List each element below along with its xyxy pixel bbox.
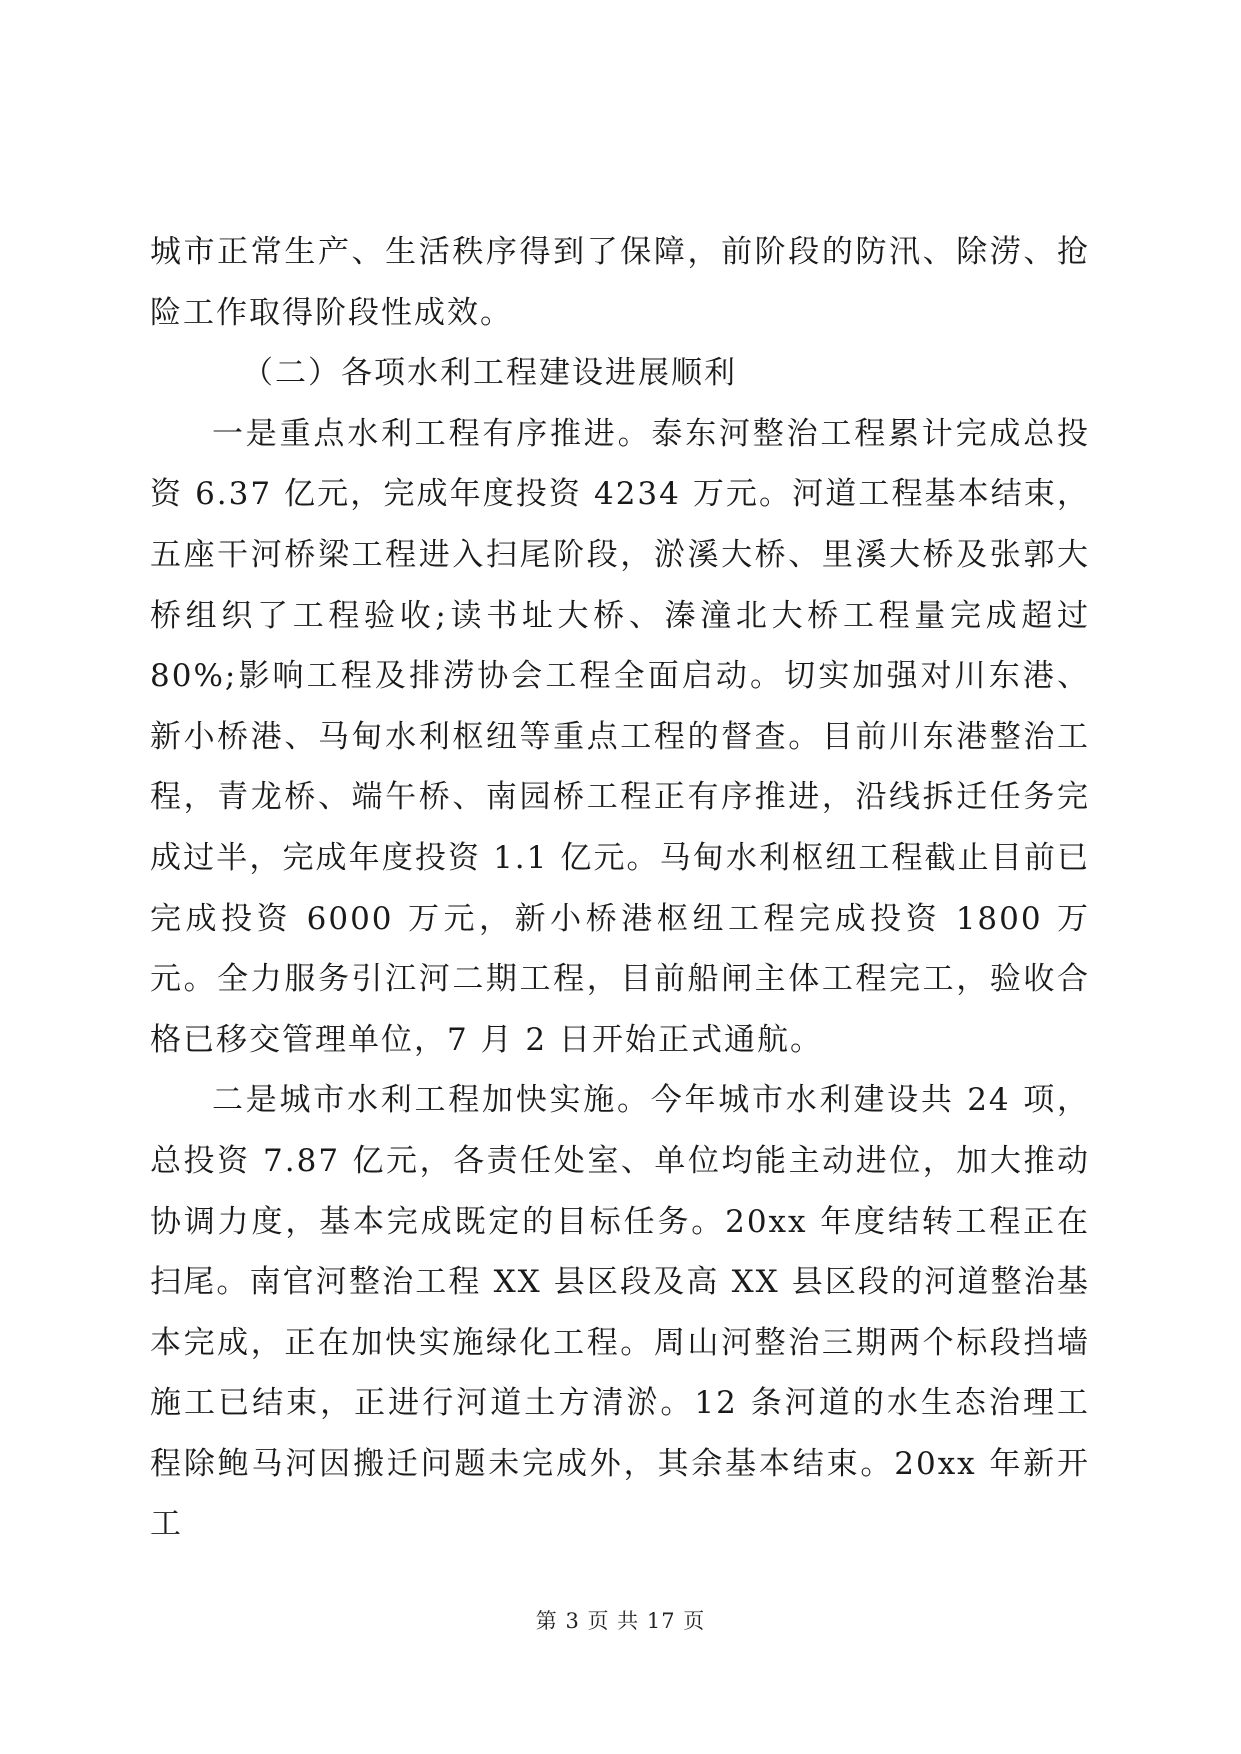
- document-body: [150, 222, 1090, 1555]
- section-heading: （二）各项水利工程建设进展顺利: [242, 355, 737, 392]
- paragraph-item-two: 二是城市水利工程加快实施。今年城市水利建设共 24 项，总投资 7.87 亿元，各责任处室、单位均能主动进位，加大推动协调力度，基本完成既定的目标任务。20xx 年度结转工程正在扫尾。南官河整治工程 XX 县区段及高 XX 县区段的河道整治基本完成，正在加快实施绿化工程。周山河整治三期两个标段挡墙施工已结束，正进行河道土方清淤。12 条河道的水生态治理工程除鲍马河因搬迁问题未完成外，其余基本结束。20xx 年新开工: [150, 1082, 1090, 1543]
- paragraph-continuation: 城市正常生产、生活秩序得到了保障，前阶段的防汛、除涝、抢险工作取得阶段性成效。: [150, 234, 1090, 331]
- paragraph-item-one: 一是重点水利工程有序推进。泰东河整治工程累计完成总投资 6.37 亿元，完成年度投资 4234 万元。河道工程基本结束，五座干河桥梁工程进入扫尾阶段，淤溪大桥、里溪大桥及张郭大桥组织了工程验收;读书址大桥、溱潼北大桥工程量完成超过 80%;影响工程及排涝协会工程全面启动。切实加强对川东港、新小桥港、马甸水利枢纽等重点工程的督查。目前川东港整治工程，青龙桥、端午桥、南园桥工程正有序推进，沿线拆迁任务完成过半，完成年度投资 1.1 亿元。马甸水利枢纽工程截止目前已完成投资 6000 万元，新小桥港枢纽工程完成投资 1800 万元。全力服务引江河二期工程，目前船闸主体工程完工，验收合格已移交管理单位，7 月 2 日开始正式通航。: [150, 415, 1090, 1058]
- page-number-footer: 第 3 页 共 17 页: [535, 1609, 706, 1633]
